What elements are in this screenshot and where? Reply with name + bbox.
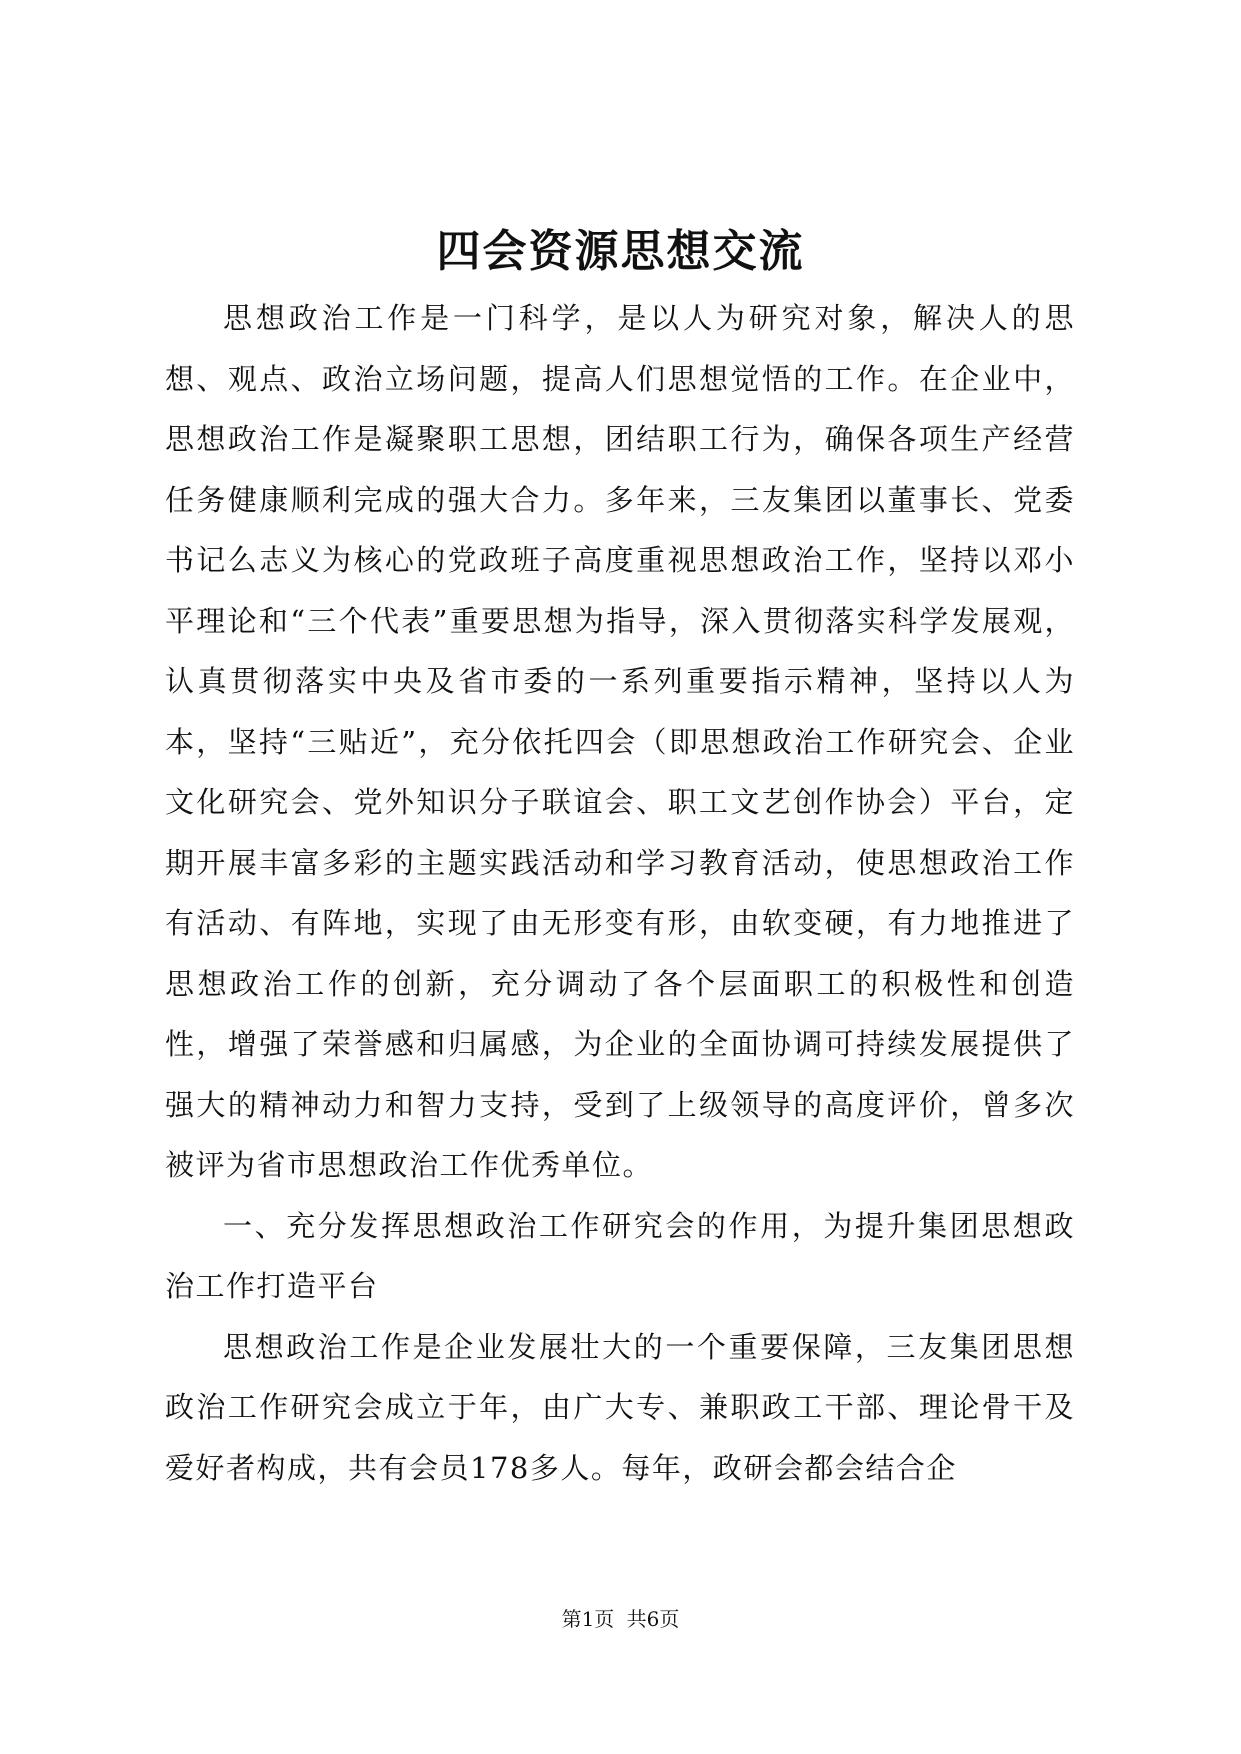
paragraph-section-body: 思想政治工作是企业发展壮大的一个重要保障，三友集团思想政治工作研究会成立于年，由广大专、兼职政工干部、理论骨干及爱好者构成，共有会员178多人。每年，政研会都会结合企 — [165, 1329, 1075, 1485]
page-number: 第1页 — [561, 1607, 615, 1631]
paragraph-section-heading: 一、充分发挥思想政治工作研究会的作用，为提升集团思想政治工作打造平台 — [165, 1208, 1075, 1303]
document-title: 四会资源思想交流 — [436, 226, 805, 277]
document-body — [165, 288, 1075, 1498]
paragraph-intro: 思想政治工作是一门科学，是以人为研究对象，解决人的思想、观点、政治立场问题，提高人们思想觉悟的工作。在企业中，思想政治工作是凝聚职工思想，团结职工行为，确保各项生产经营任务健康顺利完成的强大合力。多年来，三友集团以董事长、党委书记么志义为核心的党政班子高度重视思想政治工作，坚持以邓小平理论和“三个代表”重要思想为指导，深入贯彻落实科学发展观，认真贯彻落实中央及省市委的一系列重要指示精神，坚持以人为本，坚持“三贴近”，充分依托四会（即思想政治工作研究会、企业文化研究会、党外知识分子联谊会、职工文艺创作协会）平台，定期开展丰富多彩的主题实践活动和学习教育活动，使思想政治工作有活动、有阵地，实现了由无形变有形，由软变硬，有力地推进了思想政治工作的创新，充分调动了各个层面职工的积极性和创造性，增强了荣誉感和归属感，为企业的全面协调可持续发展提供了强大的精神动力和智力支持，受到了上级领导的高度评价，曾多次被评为省市思想政治工作优秀单位。 — [165, 301, 1075, 1182]
page-total: 共6页 — [626, 1607, 680, 1631]
page-footer — [0, 1605, 1241, 1633]
